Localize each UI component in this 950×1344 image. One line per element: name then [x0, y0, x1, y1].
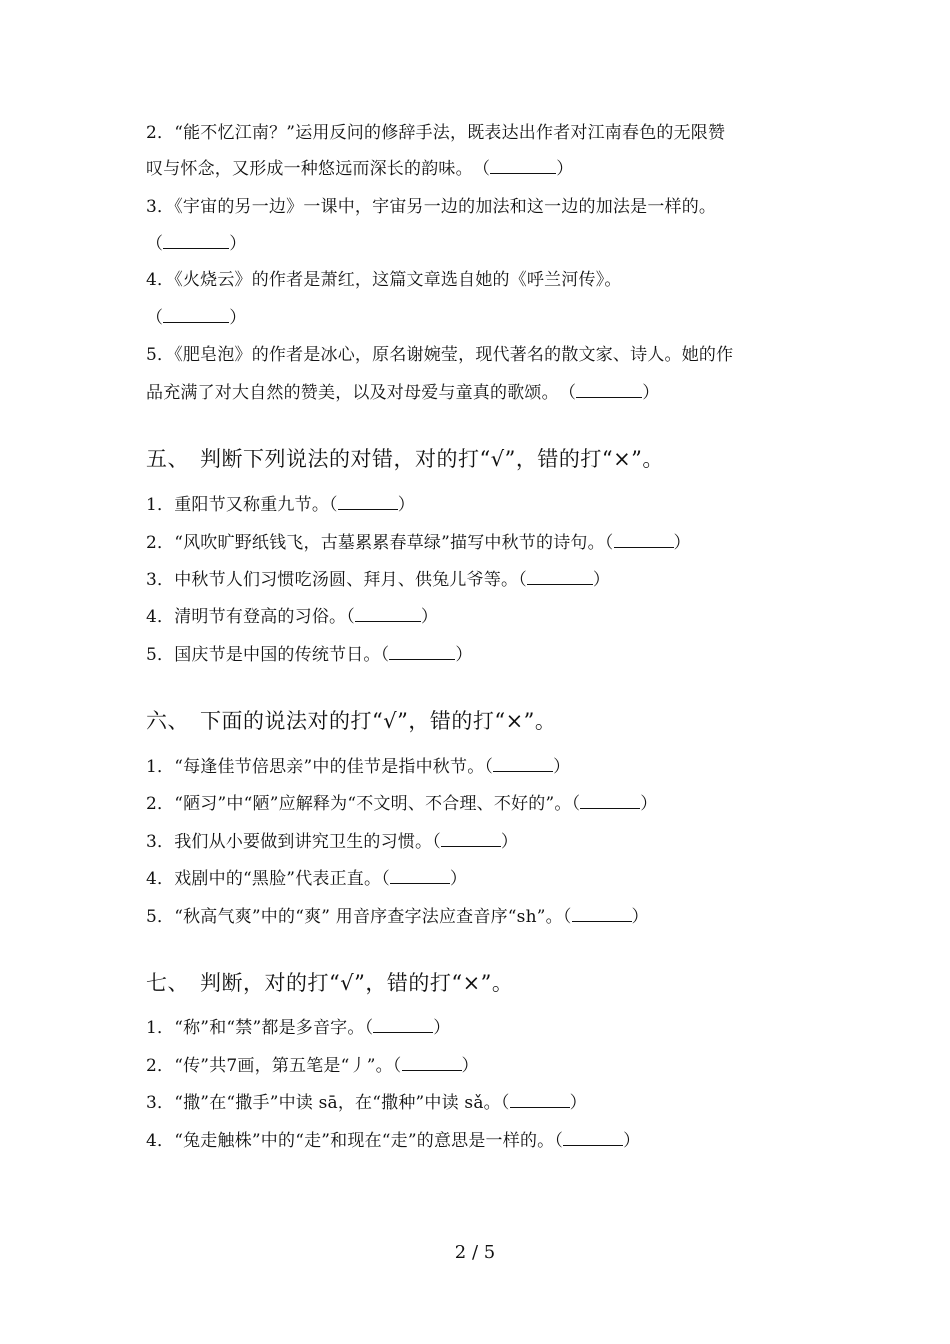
- s4-item-5-line1: 5．《肥皂泡》的作者是冰心，原名谢婉莹，现代著名的散文家、诗人。她的作: [146, 345, 734, 365]
- answer-blank[interactable]: [390, 869, 450, 884]
- s5-item-5: 5．国庆节是中国的传统节日。（ ）: [146, 645, 473, 665]
- s7-item-1: 1．“称”和“禁”都是多音字。（ ）: [146, 1018, 451, 1038]
- s4-item-4-line2: （ ）: [146, 308, 247, 328]
- s7-item-3: 3．“撒”在“撒手”中读 sā，在“撒种”中读 sǎ。（ ）: [146, 1093, 587, 1113]
- s4-item-2-line1: 2．“能不忆江南？”运用反问的修辞手法，既表达出作者对江南春色的无限赞: [146, 123, 726, 143]
- answer-blank[interactable]: [355, 607, 421, 622]
- answer-blank[interactable]: [572, 907, 632, 922]
- s4-item-4-line1: 4．《火烧云》的作者是萧红，这篇文章选自她的《呼兰河传》。: [146, 270, 622, 290]
- answer-blank[interactable]: [493, 757, 553, 772]
- answer-blank[interactable]: [527, 570, 593, 585]
- s5-item-1: 1．重阳节又称重九节。（ ）: [146, 495, 415, 515]
- answer-blank[interactable]: [402, 1056, 462, 1071]
- section-7-heading: 七、 判断，对的打“√”，错的打“×”。: [146, 971, 514, 995]
- s6-item-4: 4．戏剧中的“黑脸”代表正直。（ ）: [146, 869, 468, 889]
- answer-blank[interactable]: [373, 1018, 433, 1033]
- answer-blank[interactable]: [614, 533, 674, 548]
- answer-blank[interactable]: [163, 234, 229, 249]
- answer-blank[interactable]: [576, 383, 642, 398]
- s6-item-3: 3．我们从小要做到讲究卫生的习惯。（ ）: [146, 832, 519, 852]
- s6-item-5: 5．“秋高气爽”中的“爽” 用音序查字法应查音序“sh”。（ ）: [146, 907, 649, 927]
- s4-item-5-line2: 品充满了对大自然的赞美，以及对母爱与童真的歌颂。 （ ）: [146, 383, 660, 403]
- s4-item-2-line2: 叹与怀念，又形成一种悠远而深长的韵味。 （ ）: [146, 159, 574, 179]
- answer-blank[interactable]: [163, 308, 229, 323]
- answer-blank[interactable]: [580, 794, 640, 809]
- s5-item-3: 3．中秋节人们习惯吃汤圆、拜月、供兔儿爷等。（ ）: [146, 570, 611, 590]
- section-6-heading: 六、 下面的说法对的打“√”，错的打“×”。: [146, 709, 557, 733]
- s7-item-2: 2．“传”共7画，第五笔是“丿”。（ ）: [146, 1056, 479, 1076]
- s4-item-3-line2: （ ）: [146, 234, 247, 254]
- answer-blank[interactable]: [338, 495, 398, 510]
- answer-blank[interactable]: [563, 1131, 623, 1146]
- answer-blank[interactable]: [490, 159, 556, 174]
- page-number: 2 / 5: [454, 1242, 496, 1263]
- section-5-heading: 五、 判断下列说法的对错，对的打“√”，错的打“×”。: [146, 447, 664, 471]
- s6-item-2: 2．“陋习”中“陋”应解释为“不文明、不合理、不好的”。（ ）: [146, 794, 658, 814]
- s6-item-1: 1．“每逢佳节倍思亲”中的佳节是指中秋节。（ ）: [146, 757, 571, 777]
- s4-item-3-line1: 3．《宇宙的另一边》一课中，宇宙另一边的加法和这一边的加法是一样的。: [146, 197, 717, 217]
- s5-item-2: 2．“风吹旷野纸钱飞，古墓累累春草绿”描写中秋节的诗句。（ ）: [146, 533, 691, 553]
- answer-blank[interactable]: [510, 1093, 570, 1108]
- s5-item-4: 4．清明节有登高的习俗。（ ）: [146, 607, 439, 627]
- s7-item-4: 4．“兔走触株”中的“走”和现在“走”的意思是一样的。（ ）: [146, 1131, 641, 1151]
- answer-blank[interactable]: [389, 645, 455, 660]
- answer-blank[interactable]: [441, 832, 501, 847]
